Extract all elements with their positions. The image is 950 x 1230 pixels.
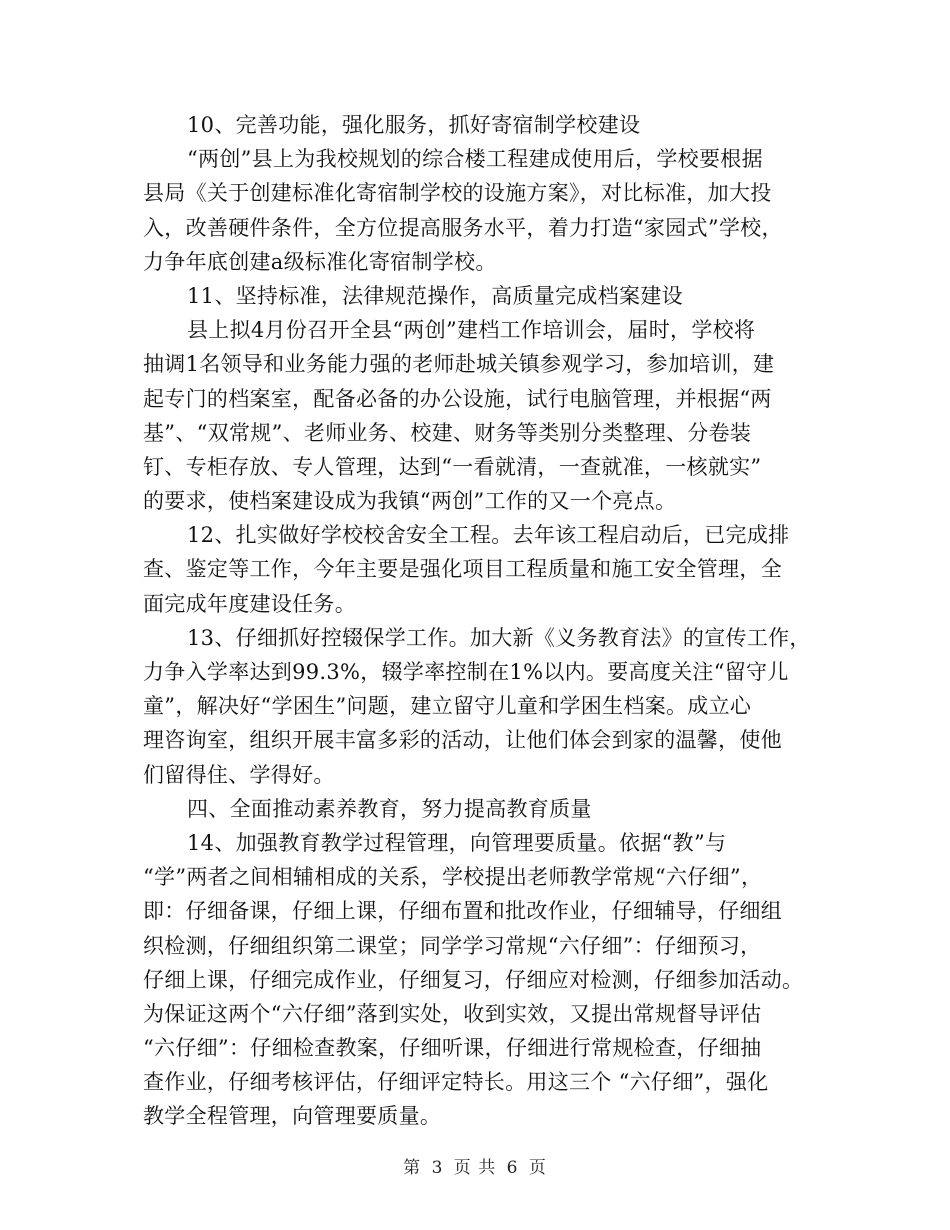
text-line: 基”、“双常规”、老师业务、校建、财务等类别分类整理、分卷装 bbox=[143, 420, 752, 445]
text-line: 理咨询室，组织开展丰富多彩的活动，让他们体会到家的温馨，使他 bbox=[143, 728, 782, 753]
text-line: 童”，解决好“学困生”问题，建立留守儿童和学困生档案。成立心 bbox=[143, 694, 752, 719]
footer-current-page: 3 bbox=[431, 1158, 444, 1178]
text-line: 12、扎实做好学校校舍安全工程。去年该工程启动后，已完成排 bbox=[187, 523, 790, 548]
text-line: 14、加强教育教学过程管理，向管理要质量。依据“教”与 bbox=[187, 830, 727, 855]
text-line: 13、仔细抓好控辍保学工作。加大新《义务教育法》的宣传工作， bbox=[187, 625, 811, 650]
text-line: “学”两者之间相辅相成的关系，学校提出老师教学常规“六仔细”， bbox=[143, 865, 763, 890]
text-line: 11、坚持标准，法律规范操作，高质量完成档案建设 bbox=[187, 283, 683, 308]
text-line: “六仔细”：仔细检查教案，仔细听课，仔细进行常规检查，仔细抽 bbox=[143, 1036, 762, 1061]
text-line: 10、完善功能，强化服务，抓好寄宿制学校建设 bbox=[187, 113, 641, 137]
text-line: 查、鉴定等工作，今年主要是强化项目工程质量和施工安全管理，全 bbox=[143, 557, 782, 582]
text-line: 为保证这两个“六仔细”落到实处，收到实效，又提出常规督导评估 bbox=[143, 1001, 762, 1026]
text-line: 县上拟4月份召开全县“两创”建档工作培训会，届时，学校将 bbox=[187, 318, 756, 343]
text-line: 抽调1名领导和业务能力强的老师赴城关镇参观学习，参加培训，建 bbox=[143, 352, 775, 377]
text-line: 即：仔细备课，仔细上课，仔细布置和批改作业，仔细辅导，仔细组 bbox=[143, 899, 782, 924]
text-line: 查作业，仔细考核评估，仔细评定特长。用这三个 “六仔细”，强化 bbox=[143, 1070, 769, 1095]
text-line: 力争年底创建a级标准化寄宿制学校。 bbox=[143, 249, 497, 274]
text-line: 教学全程管理，向管理要质量。 bbox=[143, 1104, 442, 1129]
text-line: “两创”县上为我校规划的综合楼工程建成使用后，学校要根据 bbox=[187, 147, 763, 172]
text-line: 县局《关于创建标准化寄宿制学校的设施方案》，对比标准，加大投 bbox=[143, 181, 772, 206]
footer-middle: 页 共 bbox=[453, 1158, 497, 1178]
page-footer bbox=[0, 1153, 950, 1178]
footer-total-pages: 6 bbox=[506, 1158, 519, 1178]
footer-prefix: 第 bbox=[403, 1158, 422, 1178]
text-line: 面完成年度建设任务。 bbox=[143, 591, 356, 616]
text-line: 的要求，使档案建设成为我镇“两创”工作的又一个亮点。 bbox=[143, 489, 677, 514]
document-body bbox=[143, 108, 813, 1134]
text-line: 织检测，仔细组织第二课堂；同学学习常规“六仔细”：仔细预习， bbox=[143, 933, 762, 958]
text-line: 入，改善硬件条件，全方位提高服务水平，着力打造“家园式”学校， bbox=[143, 215, 783, 240]
text-line: 们留得住、学得好。 bbox=[143, 762, 335, 787]
text-line: 仔细上课，仔细完成作业，仔细复习，仔细应对检测，仔细参加活动。 bbox=[143, 967, 804, 992]
text-line: 力争入学率达到99.3%，辍学率控制在1%以内。要高度关注“留守儿 bbox=[143, 660, 789, 684]
text-line: 起专门的档案室，配备必备的办公设施，试行电脑管理，并根据“两 bbox=[143, 386, 772, 411]
footer-suffix: 页 bbox=[528, 1158, 547, 1178]
text-line: 四、全面推动素养教育，努力提高教育质量 bbox=[187, 796, 592, 821]
text-line: 钉、专柜存放、专人管理，达到“一看就清，一查就准，一核就实” bbox=[143, 454, 762, 479]
